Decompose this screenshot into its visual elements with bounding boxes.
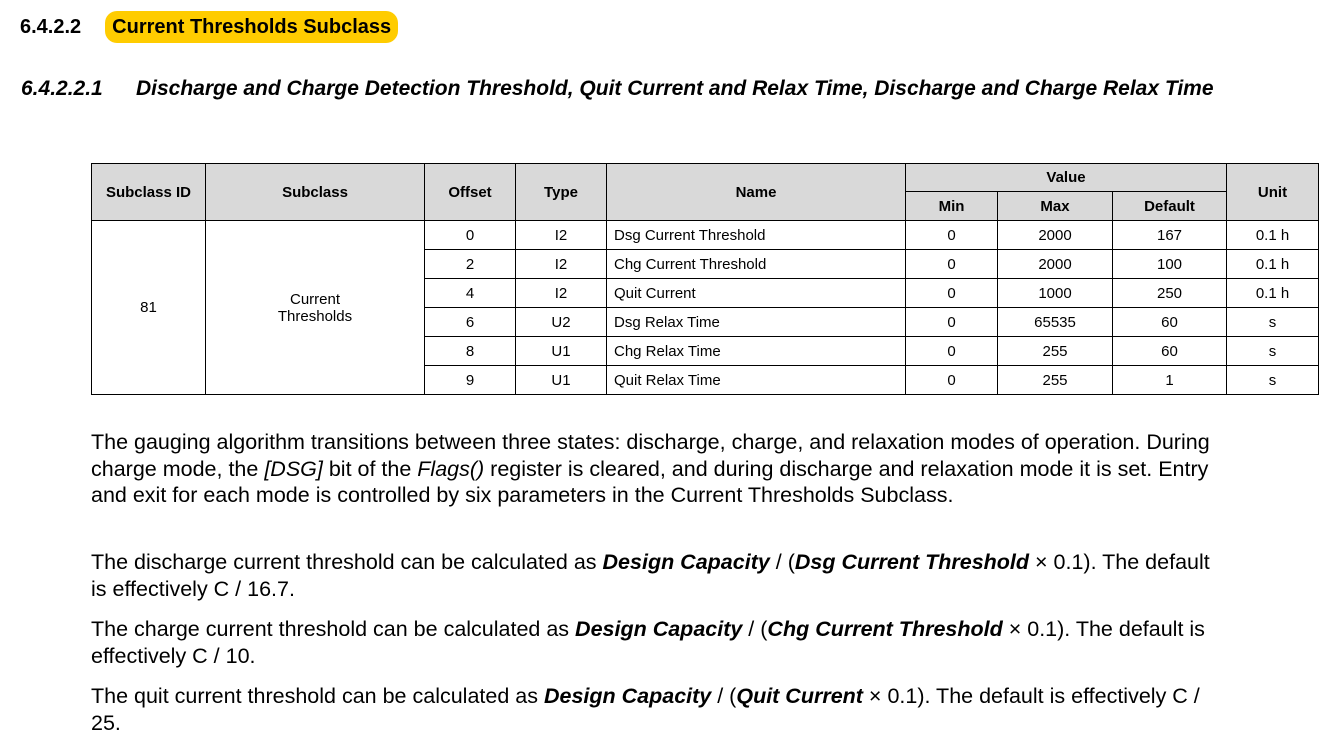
type-cell: I2 — [516, 279, 607, 308]
unit-cell: 0.1 h — [1227, 279, 1319, 308]
unit-cell: s — [1227, 308, 1319, 337]
max-cell: 255 — [998, 337, 1113, 366]
offset-cell: 9 — [425, 366, 516, 395]
p4-text-c: × 0.1). The default is effectively C / 25. — [91, 684, 1200, 735]
min-cell: 0 — [906, 366, 998, 395]
max-cell: 2000 — [998, 221, 1113, 250]
p4-param: Quit Current — [736, 684, 863, 708]
unit-cell: s — [1227, 337, 1319, 366]
subclass-cell — [206, 221, 425, 395]
p3-design-capacity: Design Capacity — [575, 617, 743, 641]
p1-text-c: register is cleared, and during discharge and relaxation mode it is set. Entry and exit for each mode is controlled by six parameters in the Current Thresholds Subclass. — [91, 456, 1209, 507]
paragraph-charge-threshold — [91, 616, 1231, 669]
unit-cell: s — [1227, 366, 1319, 395]
type-cell: U1 — [516, 337, 607, 366]
min-cell: 0 — [906, 308, 998, 337]
default-cell: 100 — [1113, 250, 1227, 279]
min-cell: 0 — [906, 279, 998, 308]
table-row — [92, 221, 1319, 250]
p2-text-a: The discharge current threshold can be calculated as — [91, 550, 603, 574]
max-cell: 65535 — [998, 308, 1113, 337]
p2-text-c: × 0.1). The default is effectively C / 16.7. — [91, 550, 1210, 601]
default-cell: 1 — [1113, 366, 1227, 395]
max-cell: 255 — [998, 366, 1113, 395]
offset-cell: 6 — [425, 308, 516, 337]
header-unit: Unit — [1227, 164, 1319, 221]
p1-text-a: The gauging algorithm transitions between three states: discharge, charge, and relaxation modes of operation. During charge mode, the — [91, 430, 1210, 481]
paragraph-quit-threshold — [91, 683, 1231, 736]
p3-text-b: / ( — [742, 617, 768, 641]
subclass-line-1: Current — [289, 290, 341, 308]
paragraph-discharge-threshold — [91, 549, 1231, 602]
default-cell: 60 — [1113, 337, 1227, 366]
subsection-number: 6.4.2.2.1 — [21, 77, 103, 100]
section-title-highlight: Current Thresholds Subclass — [105, 11, 398, 43]
name-cell: Quit Relax Time — [607, 366, 906, 395]
header-type: Type — [516, 164, 607, 221]
max-cell: 2000 — [998, 250, 1113, 279]
p2-param: Dsg Current Threshold — [794, 550, 1030, 574]
p3-text-a: The charge current threshold can be calculated as — [91, 617, 576, 641]
subsection-title: Discharge and Charge Detection Threshold, Quit Current and Relax Time, Discharge and Charge Relax Time — [136, 77, 1214, 100]
paragraph-gauging-states — [91, 429, 1231, 509]
section-heading — [20, 11, 398, 43]
subclass-line-2: Thresholds — [277, 307, 353, 325]
section-number: 6.4.2.2 — [20, 16, 82, 38]
p3-text-c: × 0.1). The default is effectively C / 10. — [91, 617, 1205, 668]
dsg-bit-ref: [DSG] — [264, 456, 323, 481]
subclass-id-cell: 81 — [92, 221, 206, 395]
p2-design-capacity: Design Capacity — [602, 550, 770, 574]
default-cell: 60 — [1113, 308, 1227, 337]
offset-cell: 0 — [425, 221, 516, 250]
name-cell: Chg Relax Time — [607, 337, 906, 366]
min-cell: 0 — [906, 337, 998, 366]
unit-cell: 0.1 h — [1227, 250, 1319, 279]
header-default: Default — [1113, 192, 1227, 221]
unit-cell: 0.1 h — [1227, 221, 1319, 250]
name-cell: Quit Current — [607, 279, 906, 308]
offset-cell: 8 — [425, 337, 516, 366]
header-offset: Offset — [425, 164, 516, 221]
type-cell: U1 — [516, 366, 607, 395]
p1-text-b: bit of the — [322, 456, 418, 481]
offset-cell: 4 — [425, 279, 516, 308]
p4-design-capacity: Design Capacity — [543, 684, 712, 708]
type-cell: U2 — [516, 308, 607, 337]
flags-register-ref: Flags() — [417, 456, 485, 481]
type-cell: I2 — [516, 221, 607, 250]
name-cell: Chg Current Threshold — [607, 250, 906, 279]
p4-text-b: / ( — [711, 684, 737, 708]
name-cell: Dsg Relax Time — [607, 308, 906, 337]
header-subclass-id: Subclass ID — [92, 164, 206, 221]
header-max: Max — [998, 192, 1113, 221]
header-value: Value — [906, 164, 1227, 192]
p4-text-a: The quit current threshold can be calculated as — [91, 684, 544, 708]
min-cell: 0 — [906, 221, 998, 250]
min-cell: 0 — [906, 250, 998, 279]
current-thresholds-table — [91, 163, 1319, 395]
default-cell: 250 — [1113, 279, 1227, 308]
header-min: Min — [906, 192, 998, 221]
offset-cell: 2 — [425, 250, 516, 279]
header-name: Name — [607, 164, 906, 221]
p3-param: Chg Current Threshold — [767, 617, 1003, 641]
name-cell: Dsg Current Threshold — [607, 221, 906, 250]
header-subclass: Subclass — [206, 164, 425, 221]
max-cell: 1000 — [998, 279, 1113, 308]
default-cell: 167 — [1113, 221, 1227, 250]
type-cell: I2 — [516, 250, 607, 279]
p2-text-b: / ( — [769, 550, 795, 574]
